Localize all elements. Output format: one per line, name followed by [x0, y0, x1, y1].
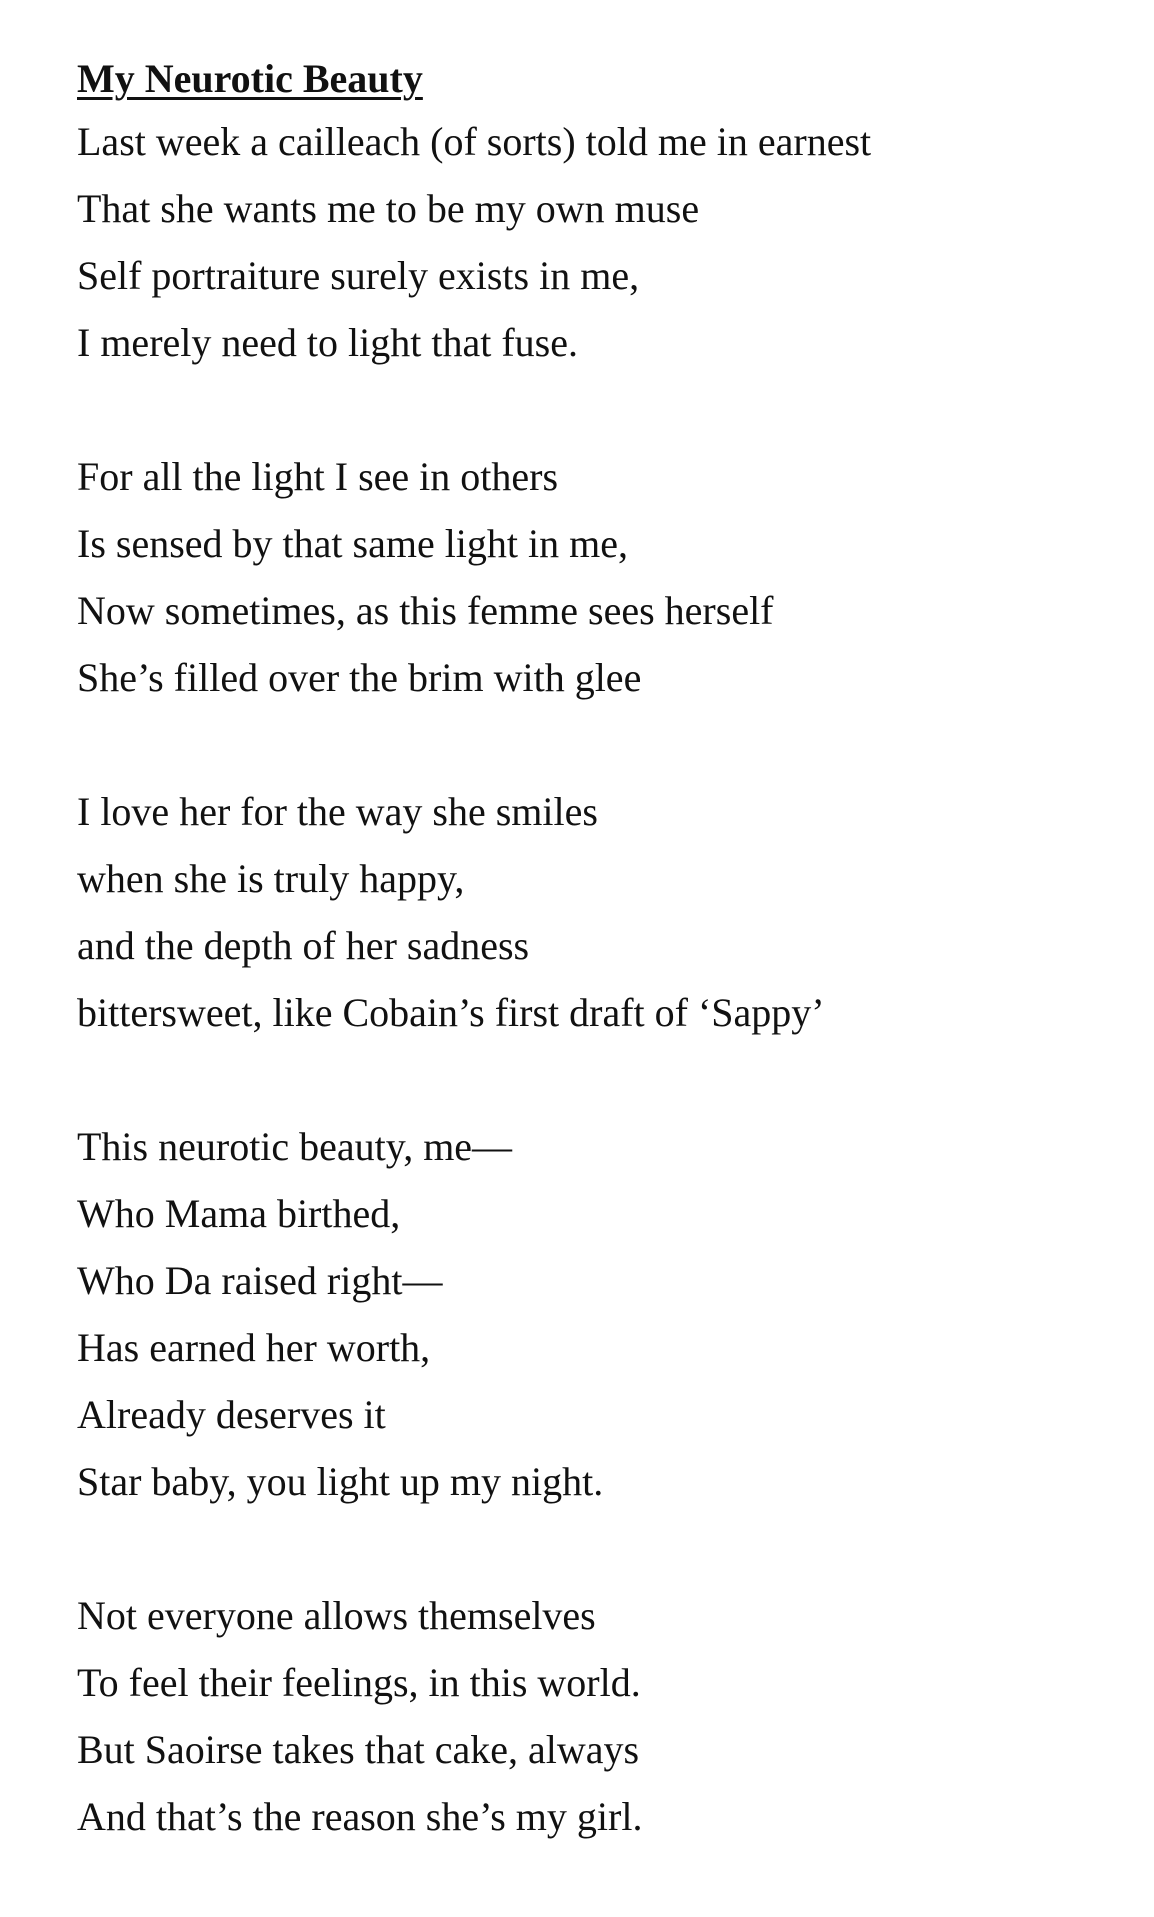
stanza-4: [77, 1113, 1117, 1515]
poem-line: Not everyone allows themselves: [77, 1593, 596, 1638]
poem-page: [77, 50, 1117, 1917]
poem-line: Is sensed by that same light in me,: [77, 521, 629, 566]
poem-line: Last week a cailleach (of sorts) told me in earnest: [77, 119, 872, 164]
poem-line: Who Da raised right—: [77, 1258, 443, 1303]
poem-line: Star baby, you light up my night.: [77, 1459, 604, 1504]
poem-line: when she is truly happy,: [77, 856, 465, 901]
poem-line: That she wants me to be my own muse: [77, 186, 700, 231]
poem-title: My Neurotic Beauty: [77, 56, 423, 101]
stanza-5: [77, 1582, 1117, 1850]
stanza-3: [77, 778, 1117, 1046]
poem-line: Who Mama birthed,: [77, 1191, 401, 1236]
poem-line: I merely need to light that fuse.: [77, 320, 578, 365]
poem-line: bittersweet, like Cobain’s first draft of ‘Sappy’: [77, 990, 825, 1035]
poem-line: Now sometimes, as this femme sees herself: [77, 588, 774, 633]
poem-line: She’s filled over the brim with glee: [77, 655, 642, 700]
stanza-2: [77, 443, 1117, 711]
poem-line: Has earned her worth,: [77, 1325, 431, 1370]
poem-line: Already deserves it: [77, 1392, 386, 1437]
poem-line: And that’s the reason she’s my girl.: [77, 1794, 643, 1839]
poem-line: I love her for the way she smiles: [77, 789, 598, 834]
poem-line: For all the light I see in others: [77, 454, 559, 499]
poem-line: But Saoirse takes that cake, always: [77, 1727, 640, 1772]
poem-line: and the depth of her sadness: [77, 923, 530, 968]
poem-line: To feel their feelings, in this world.: [77, 1660, 641, 1705]
stanza-1: [77, 108, 1117, 376]
poem-line: This neurotic beauty, me—: [77, 1124, 513, 1169]
poem-line: Self portraiture surely exists in me,: [77, 253, 640, 298]
